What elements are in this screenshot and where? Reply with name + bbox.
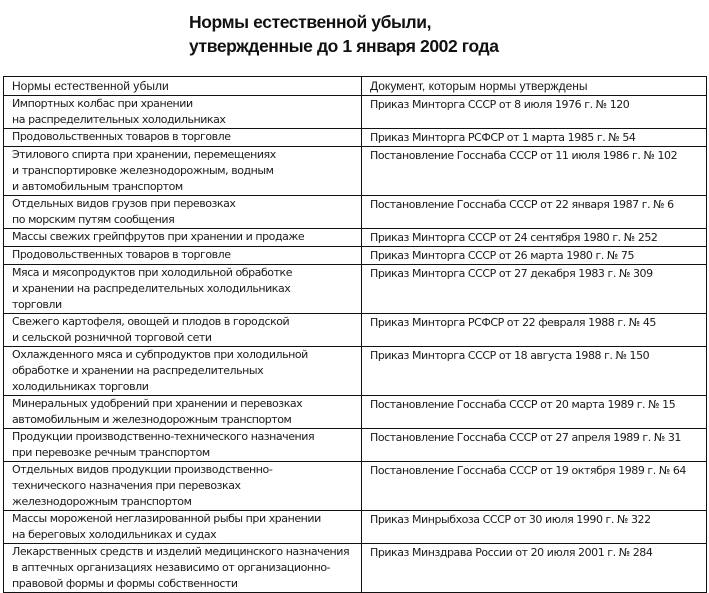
table-row — [4, 196, 707, 229]
norm-text-line: Этилового спирта при хранении, перемещениях — [12, 148, 276, 161]
table-row — [4, 129, 707, 147]
norm-text-line: Отдельных видов продукции производственно- — [12, 463, 273, 476]
norm-cell — [4, 229, 362, 247]
norm-text-line: Лекарственных средств и изделий медицинского назначения — [12, 545, 350, 558]
norm-text-line: Импортных колбас при хранении — [12, 97, 193, 110]
document-cell: Постановление Госснаба СССР от 22 января 1987 г. № 6 — [362, 196, 707, 229]
norm-text-line: по морским путям сообщения — [12, 213, 175, 226]
norm-text-line: автомобильным и железнодорожным транспортом — [12, 413, 292, 426]
norm-text-line: Продовольственных товаров в торговле — [12, 130, 231, 143]
norm-text-line: на распределительных холодильниках — [12, 113, 226, 126]
norm-text-line: Охлажденного мяса и субпродуктов при холодильной — [12, 348, 308, 361]
norm-text-line: железнодорожным транспортом — [12, 495, 192, 508]
norms-table — [3, 76, 707, 593]
table-row — [4, 396, 707, 429]
document-cell: Приказ Минздрава России от 20 июля 2001 г. № 284 — [362, 544, 707, 593]
table-row — [4, 347, 707, 396]
norm-text-line: и сельской розничной торговой сети — [12, 331, 212, 344]
norm-text-line: в аптечных организациях независимо от организационно- — [12, 561, 331, 574]
table-row — [4, 265, 707, 314]
norm-cell — [4, 396, 362, 429]
table-row — [4, 429, 707, 462]
table-body — [4, 96, 707, 593]
document-cell: Приказ Минторга РСФСР от 22 февраля 1988 г. № 45 — [362, 314, 707, 347]
document-cell: Приказ Минторга СССР от 24 сентября 1980 г. № 252 — [362, 229, 707, 247]
norm-cell — [4, 544, 362, 593]
norm-text-line: холодильниках торговли — [12, 380, 149, 393]
norm-text-line: технического назначения при перевозках — [12, 479, 241, 492]
norm-cell — [4, 147, 362, 196]
document-cell: Приказ Минторга СССР от 8 июля 1976 г. № 120 — [362, 96, 707, 129]
norm-text-line: правовой формы и формы собственности — [12, 577, 238, 590]
title-line-1: Нормы естественной убыли, — [189, 12, 432, 32]
norm-text-line: Продукции производственно-технического назначения — [12, 430, 315, 443]
norm-text-line: Мяса и мясопродуктов при холодильной обработке — [12, 266, 293, 279]
table-row — [4, 462, 707, 511]
norm-text-line: Минеральных удобрений при хранении и перевозках — [12, 397, 303, 410]
norm-cell — [4, 347, 362, 396]
table-row — [4, 247, 707, 265]
table-row — [4, 147, 707, 196]
norm-text-line: Отдельных видов грузов при перевозках — [12, 197, 236, 210]
table-header-row — [4, 77, 707, 96]
document-cell: Приказ Минторга СССР от 26 марта 1980 г. № 75 — [362, 247, 707, 265]
norm-cell — [4, 511, 362, 544]
norm-cell — [4, 96, 362, 129]
document-cell: Приказ Минторга РСФСР от 1 марта 1985 г. № 54 — [362, 129, 707, 147]
norm-text-line: Массы мороженой неглазированной рыбы при хранении — [12, 512, 321, 525]
column-header-norms: Нормы естественной убыли — [4, 77, 362, 96]
norm-cell — [4, 429, 362, 462]
norm-text-line: Продовольственных товаров в торговле — [12, 248, 231, 261]
norm-text-line: Массы свежих грейпфрутов при хранении и продаже — [12, 230, 305, 243]
document-cell: Приказ Минторга СССР от 18 августа 1988 г. № 150 — [362, 347, 707, 396]
document-cell: Постановление Госснаба СССР от 11 июля 1986 г. № 102 — [362, 147, 707, 196]
norm-cell — [4, 196, 362, 229]
document-cell: Постановление Госснаба СССР от 19 октября 1989 г. № 64 — [362, 462, 707, 511]
document-cell: Приказ Минрыбхоза СССР от 30 июля 1990 г. № 322 — [362, 511, 707, 544]
document-cell: Постановление Госснаба СССР от 27 апреля 1989 г. № 31 — [362, 429, 707, 462]
norm-text-line: при перевозке речным транспортом — [12, 446, 210, 459]
table-row — [4, 544, 707, 593]
norm-text-line: Свежего картофеля, овощей и плодов в городской — [12, 315, 290, 328]
table-row — [4, 314, 707, 347]
title-line-2: утвержденные до 1 января 2002 года — [189, 36, 499, 56]
norm-cell — [4, 314, 362, 347]
norm-text-line: торговли — [12, 298, 62, 311]
norm-cell — [4, 129, 362, 147]
table-row — [4, 229, 707, 247]
norm-text-line: на береговых холодильниках и судах — [12, 528, 217, 541]
norm-text-line: и хранении на распределительных холодильниках — [12, 282, 291, 295]
document-cell: Приказ Минторга СССР от 27 декабря 1983 г. № 309 — [362, 265, 707, 314]
norm-text-line: обработке и хранении на распределительных — [12, 364, 264, 377]
column-header-document: Документ, которым нормы утверждены — [362, 77, 707, 96]
table-row — [4, 511, 707, 544]
norm-text-line: и автомобильным транспортом — [12, 180, 183, 193]
norm-cell — [4, 265, 362, 314]
norm-cell — [4, 462, 362, 511]
norm-text-line: и транспортировке железнодорожным, водным — [12, 164, 274, 177]
document-cell: Постановление Госснаба СССР от 20 марта 1989 г. № 15 — [362, 396, 707, 429]
norm-cell — [4, 247, 362, 265]
page-title — [189, 10, 499, 58]
table-row — [4, 96, 707, 129]
